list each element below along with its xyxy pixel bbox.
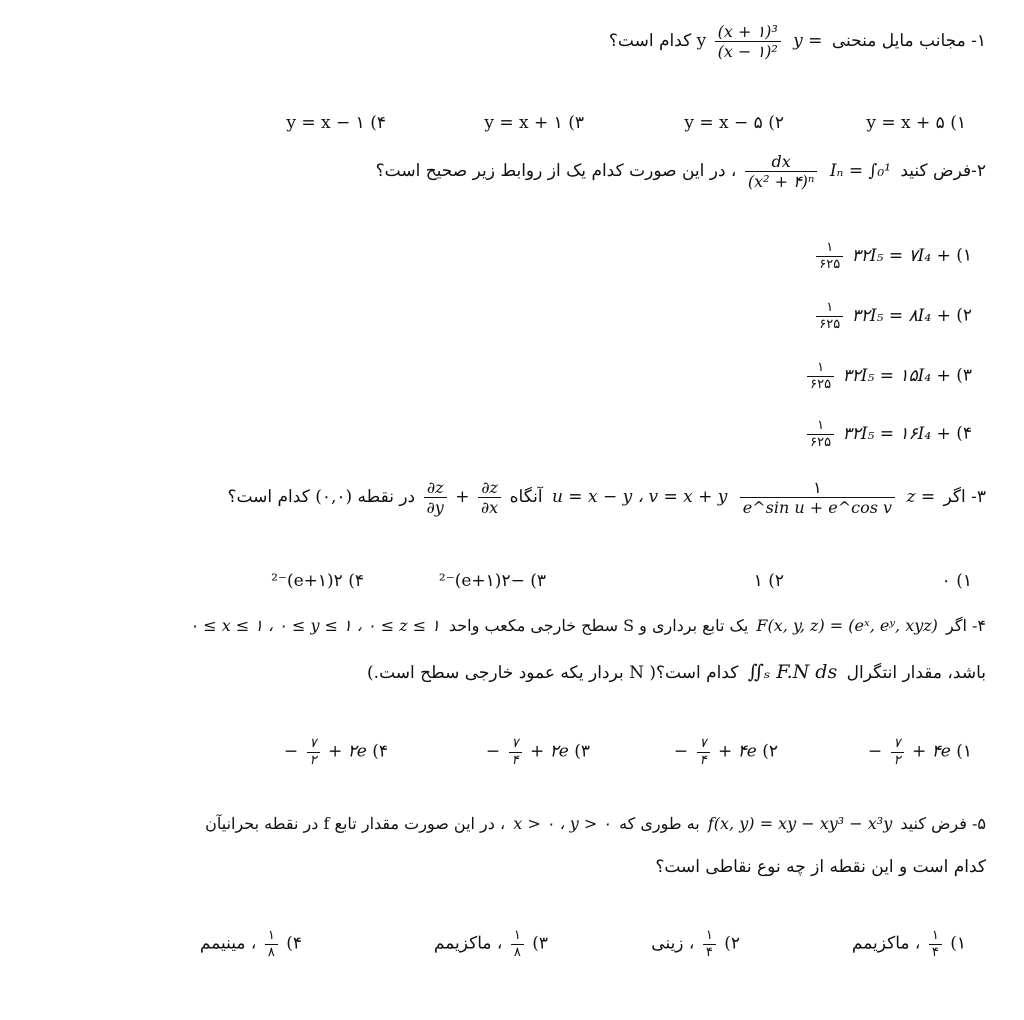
- q2-opt2-frac: [816, 300, 843, 332]
- q4-opt4-no: ۴): [372, 741, 388, 762]
- q4-bounds: ۰ ≤ x ≤ ۱ ، ۰ ≤ y ≤ ۱ ، ۰ ≤ z ≤ ۱: [189, 616, 440, 635]
- q5-opt3-num: ۱: [513, 928, 521, 943]
- q2-opt4-frac: [807, 418, 834, 450]
- q2-opt4-lhs: ۳۲I₅ = ۱۶I₄ +: [842, 423, 951, 444]
- q5-opt1-num: ۱: [931, 928, 939, 943]
- q2-option-3[interactable]: [804, 360, 972, 392]
- q5-opt1-den: ۴: [931, 944, 939, 960]
- q1-option-1[interactable]: ۱) y = x + ۵: [866, 113, 966, 133]
- q2-opt3-den: ۶۲۵: [810, 376, 832, 392]
- q4-opt2-rest: + ۴e: [717, 741, 757, 762]
- q4-text-b: باشد، مقدار انتگرال: [846, 663, 986, 683]
- q4-opt1-den: ۲: [893, 752, 901, 768]
- q2-opt2-num: ۱: [826, 300, 834, 315]
- q2-opt1-lhs: ۳۲I₅ = ۷I₄ +: [851, 245, 951, 266]
- q5-option-2[interactable]: [651, 928, 740, 960]
- q1-option-2[interactable]: ۲) y = x − ۵: [684, 113, 784, 133]
- q2-option-2[interactable]: [813, 300, 972, 332]
- question-1: [609, 22, 986, 61]
- q2-opt1-frac: [816, 240, 843, 272]
- q4-function: F(x, y, z) = (eˣ, eʸ, xyz): [756, 616, 938, 635]
- q5-condition: x > ۰ ، y > ۰: [513, 814, 611, 833]
- q4-option-1[interactable]: [868, 736, 972, 768]
- q2-opt4-den: ۶۲۵: [810, 434, 832, 450]
- q3-option-1[interactable]: ۱) ۰: [941, 571, 972, 591]
- q4-option-2[interactable]: [674, 736, 778, 768]
- q5-text-c: کدام است و این نقطه از چه نوع نقاطی است؟: [655, 857, 986, 877]
- q2-opt3-lhs: ۳۲I₅ = ۱۵I₄ +: [842, 365, 951, 386]
- q4-text-c: کدام است؟( N بردار یکه عمود خارجی سطح است.): [367, 663, 739, 683]
- q1-option-4[interactable]: ۴) y = x − ۱: [286, 113, 386, 133]
- q3-option-4[interactable]: ۴) ۲(۱+e)⁻²: [271, 571, 364, 591]
- question-3: [227, 478, 986, 517]
- q4-opt3-frac: [509, 736, 522, 768]
- q4-opt3-rest: + ۲e: [529, 741, 569, 762]
- q3-z-den: e^sin u + e^cos v: [742, 498, 893, 518]
- question-5-line-1: [205, 814, 986, 835]
- q2-tail: ، در این صورت کدام یک از روابط زیر صحیح است؟: [375, 161, 737, 182]
- q5-opt4-text: ، مینیمم: [199, 933, 257, 954]
- q5-opt2-num: ۱: [705, 928, 713, 943]
- q4-opt3-no: ۳): [574, 741, 590, 762]
- q4-label: ۴- اگر: [946, 616, 986, 635]
- q1-option-3[interactable]: ۳) y = x + ۱: [484, 113, 584, 133]
- q1-frac-num: (x + ۱)³: [717, 22, 778, 41]
- q3-d1-den: ∂x: [480, 498, 499, 518]
- q2-fraction: [745, 152, 818, 191]
- question-2: [376, 152, 986, 191]
- q4-opt1-frac: [891, 736, 904, 768]
- q4-option-4[interactable]: [284, 736, 388, 768]
- q5-opt1-frac: [929, 928, 942, 960]
- q2-opt1-den: ۶۲۵: [819, 256, 841, 272]
- q4-opt1-no: ۱): [956, 741, 972, 762]
- q4-opt1-rest: + ۴e: [911, 741, 951, 762]
- q3-dzdy: [424, 478, 447, 517]
- q5-opt1-no: ۱): [950, 933, 966, 954]
- q4-opt4-num: ۷: [309, 736, 317, 751]
- q2-frac-den: (x² + ۴)ⁿ: [747, 172, 815, 192]
- q4-opt3-num: ۷: [511, 736, 519, 751]
- q5-opt3-no: ۳): [532, 933, 548, 954]
- question-4-line-2: [367, 660, 986, 685]
- q5-label: ۵- فرض کنید: [900, 814, 986, 833]
- q2-opt3-num: ۱: [817, 360, 825, 375]
- q4-text-a: یک تابع برداری و S سطح خارجی مکعب واحد: [448, 616, 749, 635]
- q4-opt2-expr: − $\frac{۷}{۴}$ + ۴e: [673, 736, 757, 768]
- q3-plus: +: [455, 487, 470, 508]
- q5-opt2-no: ۲): [724, 933, 740, 954]
- q3-z-fraction: [740, 478, 895, 517]
- q5-opt4-den: ۸: [267, 944, 275, 960]
- q3-d2-den: ∂y: [426, 498, 444, 518]
- q2-frac-num: dx: [771, 152, 791, 171]
- q3-uv: u = x − y ، v = x + y: [551, 487, 728, 508]
- q5-opt1-text: ، ماکزیمم: [851, 933, 921, 954]
- q3-tail: در نقطه (۰,۰) کدام است؟: [227, 487, 416, 508]
- q3-dzdx: [478, 478, 501, 517]
- q3-d2-num: ∂z: [426, 478, 444, 497]
- q3-option-3[interactable]: ۳) −۲(۱+e)⁻²: [438, 571, 546, 591]
- q4-opt3-expr: − $\frac{۷}{۴}$ + ۲e: [485, 736, 569, 768]
- q1-frac-den: (x − ۱)²: [717, 42, 778, 62]
- q1-var: y =: [793, 31, 823, 52]
- q2-opt2-lhs: ۳۲I₅ = ۸I₄ +: [851, 305, 951, 326]
- q3-z-num: ۱: [813, 478, 822, 497]
- q3-z-lhs: z =: [906, 487, 936, 508]
- q5-function: f(x, y) = xy − xy³ − x³y: [707, 814, 893, 833]
- q4-opt1-expr: − $\frac{۷}{۲}$ + ۴e: [867, 736, 951, 768]
- q1-label: ۱- مجانب مایل منحنی: [831, 31, 986, 52]
- q4-option-3[interactable]: [486, 736, 590, 768]
- q2-opt3-no: ۳): [956, 365, 972, 386]
- q5-opt4-no: ۴): [286, 933, 302, 954]
- q4-opt2-no: ۲): [762, 741, 778, 762]
- q5-opt4-frac: [265, 928, 278, 960]
- q2-opt1-no: ۱): [956, 245, 972, 266]
- q4-opt2-frac: [697, 736, 710, 768]
- q4-opt4-rest: + ۲e: [327, 741, 367, 762]
- question-4-line-1: [190, 616, 986, 637]
- q4-opt2-num: ۷: [699, 736, 707, 751]
- q4-opt4-expr: − $\frac{۷}{۲}$ + ۲e: [283, 736, 367, 768]
- q2-label: ۲-فرض کنید: [900, 161, 986, 182]
- q5-option-1[interactable]: [852, 928, 966, 960]
- q5-option-3[interactable]: [434, 928, 548, 960]
- q4-opt3-den: ۴: [511, 752, 519, 768]
- q5-option-4[interactable]: [200, 928, 302, 960]
- q3-then: آنگاه: [509, 487, 543, 508]
- q1-fraction: [715, 22, 781, 61]
- q5-opt2-frac: [703, 928, 716, 960]
- q4-opt4-den: ۲: [309, 752, 317, 768]
- q2-opt4-num: ۱: [817, 418, 825, 433]
- q3-d1-num: ∂z: [481, 478, 498, 497]
- q5-text-b: ، در این صورت مقدار تابع f در نقطه بحرانیآن: [205, 814, 506, 833]
- q2-opt4-no: ۴): [956, 423, 972, 444]
- q3-label: ۳- اگر: [943, 487, 986, 508]
- q2-option-4[interactable]: [804, 418, 972, 450]
- q5-opt2-text: ، زینی: [651, 933, 695, 954]
- q1-tail: y کدام است؟: [608, 31, 707, 52]
- q5-text-a: به طوری که: [619, 814, 700, 833]
- q2-option-1[interactable]: [813, 240, 972, 272]
- q5-opt2-den: ۴: [705, 944, 713, 960]
- q3-option-2[interactable]: ۲) ۱: [753, 571, 784, 591]
- q2-opt1-num: ۱: [826, 240, 834, 255]
- q4-opt4-frac: [307, 736, 320, 768]
- question-5-line-2: [655, 856, 986, 878]
- q4-integral: ∬ₛ F.N ds: [747, 661, 838, 683]
- q5-opt3-text: ، ماکزیمم: [433, 933, 503, 954]
- q4-opt1-num: ۷: [893, 736, 901, 751]
- q5-opt3-frac: [511, 928, 524, 960]
- q4-opt2-den: ۴: [699, 752, 707, 768]
- q2-opt2-no: ۲): [956, 305, 972, 326]
- q5-opt3-den: ۸: [513, 944, 521, 960]
- q2-integral: Iₙ = ∫₀¹: [829, 161, 891, 182]
- q2-opt2-den: ۶۲۵: [819, 316, 841, 332]
- q2-opt3-frac: [807, 360, 834, 392]
- q5-opt4-num: ۱: [267, 928, 275, 943]
